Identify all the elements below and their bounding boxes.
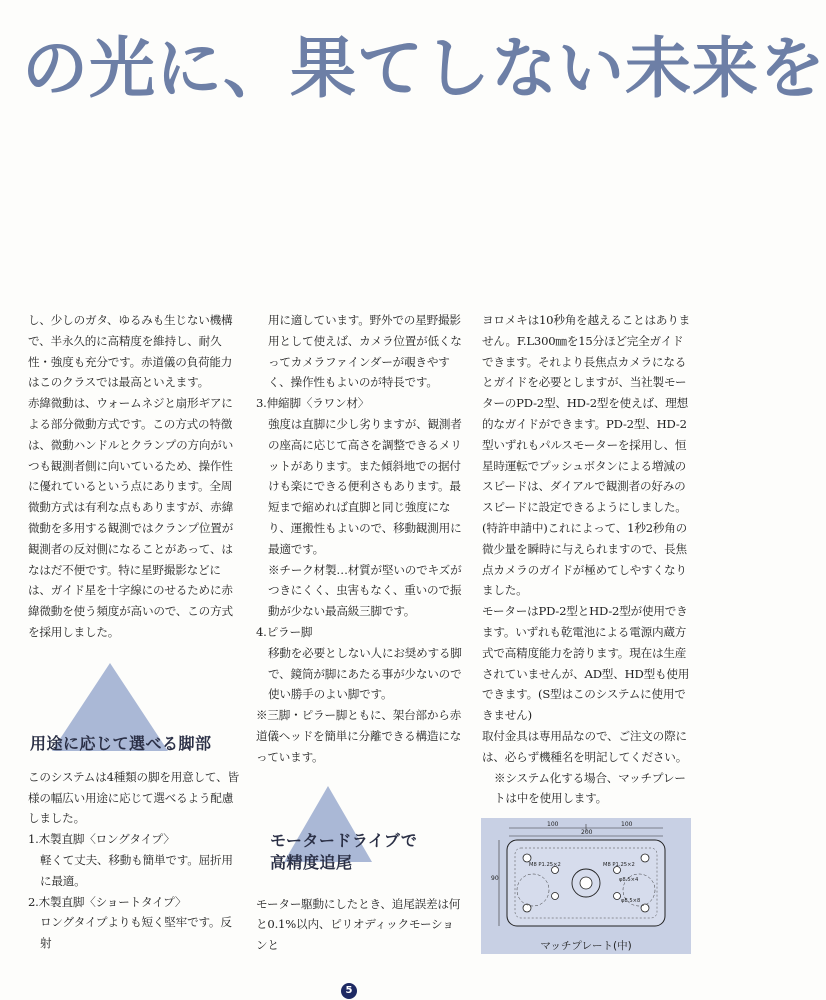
dia-label-2: φ8.5×8	[621, 898, 641, 904]
paragraph: ヨロメキは10秒角を越えることはありません。F.L300㎜を15分ほど完全ガイドできます。それより長焦点カメラになるとガイドを必要としますが、当社製モーターのPD-2型、HD-2型を使えば、理想的なガイドができます。PD-2型、HD-2型いずれもパルスモーターを採用し、恒星時運転でプッシュボタンによる増減のスピードは、ダイアルで観測者の好みのスピードに設定できるようにしました。(特許申請中)これによって、1秒2秒角の微少量を瞬時に与えられますので、長焦点カメラのガイドが極めてしやすくなりました。	[482, 313, 691, 598]
list-item-note: ※チーク材製…材質が堅いのでキズがつきにくく、虫害もなく、重いので振動が少ない最高級三脚です。	[268, 562, 462, 619]
section-heading-legs	[28, 663, 241, 767]
hole-label-left: M8 P1.25×2	[529, 862, 561, 868]
list-item-body: 強度は直脚に少し劣りますが、観測者の座高に応じて高さを調整できるメリットがあります。また傾斜地での据付けも楽にできる便利さもあります。最短まで縮めれば直脚と同じ強度になり、運搬性もよいので、移動観測用に最適です。	[268, 416, 462, 556]
note: ※システム化する場合、マッチプレートは中を使用します。	[494, 770, 686, 806]
list-item-title: 3.伸縮脚〈ラワン材〉	[256, 396, 370, 411]
list-item-body: ロングタイプよりも短く堅牢です。反射	[40, 915, 232, 951]
paragraph: し、少しのガタ、ゆるみも生じない機構で、半永久的に高精度を維持し、耐久性・強度も充分です。赤道儀の負荷能力はこのクラスでは最高といえます。	[28, 313, 233, 390]
dia-label-1: φ8.5×4	[619, 877, 639, 883]
match-plate-figure	[481, 818, 691, 954]
dim-top-left: 100	[547, 821, 559, 828]
hole-label-right: M8 P1.25×2	[603, 862, 635, 868]
heading-text: 用途に応じて選べる脚部	[30, 733, 212, 753]
list-item-title: 4.ピラー脚	[256, 624, 313, 639]
list-item-title: 1.木製直脚〈ロングタイプ〉	[28, 832, 175, 847]
section-heading-motor	[256, 786, 464, 894]
column-3	[482, 310, 692, 809]
paragraph: 赤緯微動は、ウォームネジと扇形ギアによる部分微動方式です。この方式の特徴は、微動ハンドルとクランプの方向がいつも観測者側に向いているため、操作性に優れているという点にあります。全周微動方式は有利な点もありますが、赤緯微動を多用する観測ではクランプ位置が観測者の反対側になることがあって、はなはだ不便です。特に星野撮影などには、ガイド星を十字線にのせるために赤緯微動を使う頻度が高いので、この方式を採用しました。	[28, 396, 234, 639]
page-number-badge: 5	[341, 983, 357, 999]
list-item-title: 2.木製直脚〈ショートタイプ〉	[28, 894, 187, 909]
headline: の光に、果てしない未来を	[22, 29, 826, 107]
paragraph: モーターはPD-2型とHD-2型が使用できます。いずれも乾電池による電源内蔵方式で高精度能力を誇ります。現在は生産されていませんが、AD型、HD型も使用できます。(S型はこのシステムに使用できません)	[482, 604, 690, 723]
paragraph: 用に適しています。野外での星野撮影用として使えば、カメラ位置が低くなってカメラファインダーが覗きやすく、操作性もよいのが特長です。	[268, 313, 462, 390]
paragraph: このシステムは4種類の脚を用意して、皆様の幅広い用途に応じて選べるよう配慮しました。	[28, 769, 239, 826]
list-item-body: 移動を必要としない人にお奨めする脚で、鏡筒が脚にあたる事が少ないので使い勝手のよい脚です。	[268, 645, 462, 702]
match-plate-drawing	[481, 818, 691, 938]
column-1	[28, 310, 241, 954]
dim-height: 90	[491, 875, 499, 882]
dim-top-right: 100	[621, 821, 633, 828]
list-item-body: 軽くて丈夫、移動も簡単です。屈折用に最適。	[40, 852, 233, 888]
note: ※三脚・ピラー脚ともに、架台部から赤道儀ヘッドを簡単に分離できる構造になっています。	[256, 708, 462, 764]
heading-text: モータードライブで高精度追尾	[270, 830, 418, 872]
paragraph: 取付金具は専用品なので、ご注文の際には、必らず機種名を明記してください。	[482, 728, 688, 764]
paragraph: モーター駆動にしたとき、追尾誤差は何と0.1%以内、ピリオディックモーションと	[256, 896, 461, 953]
column-2	[256, 310, 464, 956]
dim-total: 200	[581, 829, 593, 836]
plate-caption: マッチプレート(中)	[540, 940, 632, 952]
